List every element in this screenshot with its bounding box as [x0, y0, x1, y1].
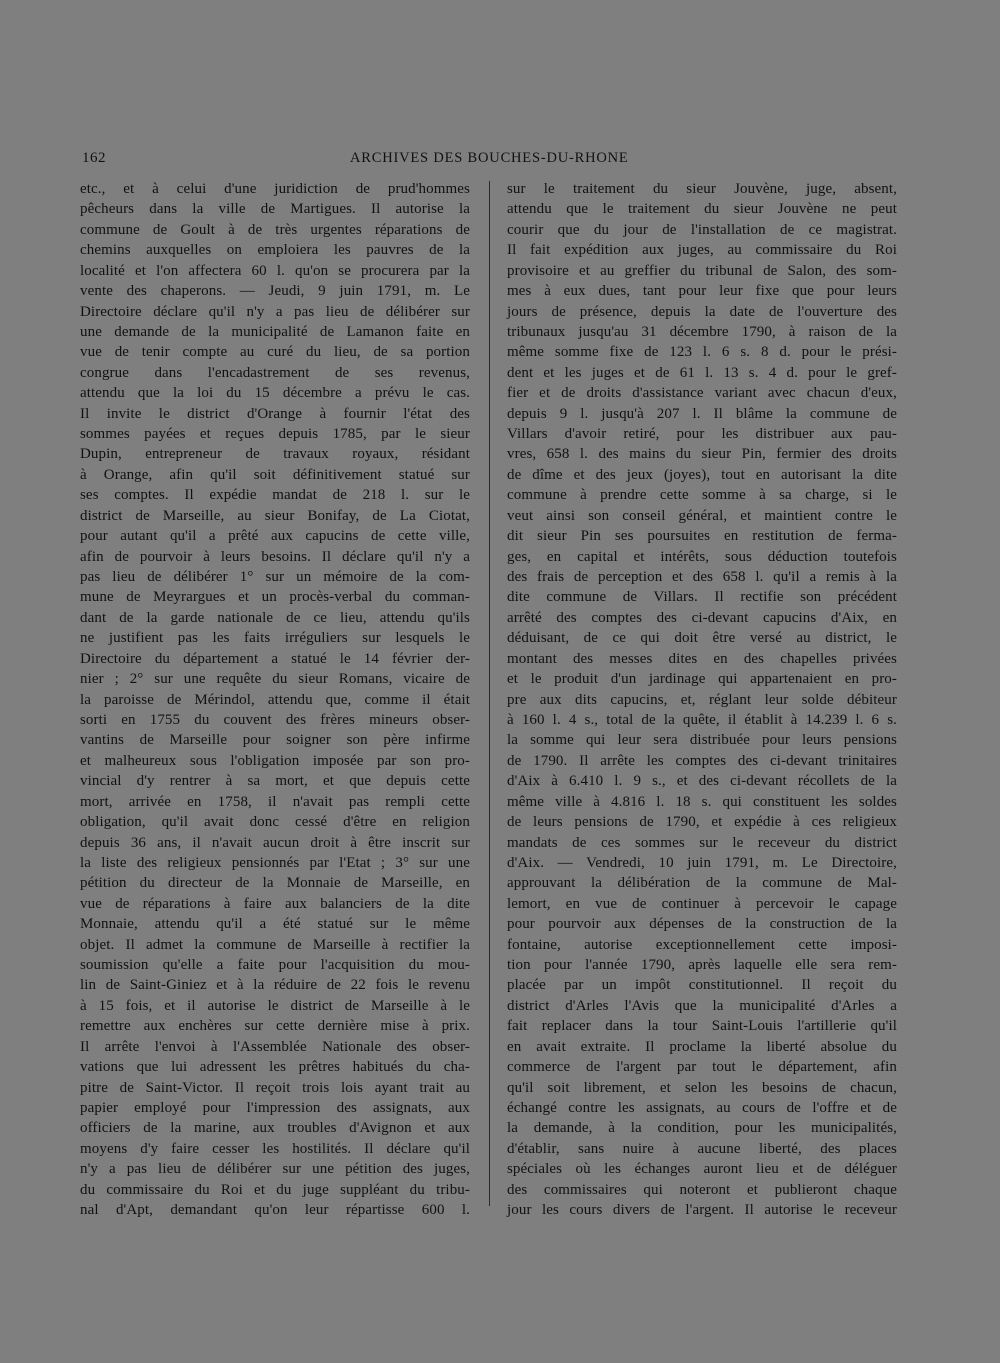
- text-line: dant de la garde nationale de ce lieu, attendu qu'ils: [80, 609, 470, 626]
- text-line: du commissaire du Roi et du juge suppléant du tribu-: [80, 1181, 470, 1198]
- text-line: mort, arrivée en 1758, il n'avait pas rempli cette: [80, 793, 470, 810]
- text-line: qu'il soit librement, et selon les besoins de chacun,: [507, 1079, 897, 1096]
- text-line: sommes payées et reçues depuis 1785, par le sieur: [80, 426, 470, 443]
- text-line: attendu que le traitement du sieur Jouvène ne peut: [507, 201, 897, 218]
- text-line: des commissaires qui noteront et publieront chaque: [507, 1181, 897, 1198]
- text-line: courir que du jour de l'installation de ce magistrat.: [507, 221, 897, 238]
- text-line: d'Aix à 6.410 l. 9 s., et des ci-devant récollets de la: [507, 773, 897, 790]
- text-line: papier employé pour l'impression des assignats, aux: [80, 1099, 470, 1116]
- text-line: jour les cours divers de l'argent. Il autorise le receveur: [507, 1202, 897, 1219]
- text-line: à Orange, afin qu'il soit définitivement statué sur: [80, 466, 470, 483]
- text-line: des frais de perception et des 658 l. qu'il a remis à la: [507, 569, 897, 586]
- text-line: montant des messes dites en des chapelles privées: [507, 650, 897, 667]
- text-line: nier ; 2° sur une requête du sieur Romans, vicaire de: [80, 671, 470, 688]
- text-line: obligation, qu'il avait donc cessé d'être en religion: [80, 814, 470, 831]
- text-line: d'établir, sans nuire à aucune liberté, des places: [507, 1140, 897, 1157]
- text-line: pêcheurs dans la ville de Martigues. Il autorise la: [80, 201, 470, 218]
- text-line: mune de Meyrargues et un procès-verbal du comman-: [80, 589, 470, 606]
- text-line: en avait extraite. Il proclame la liberté absolue du: [507, 1038, 897, 1055]
- text-line: fier et de droits d'assistance variant avec chacun d'eux,: [507, 385, 897, 402]
- text-line: déduisant, de ce qui doit être versé au district, le: [507, 630, 897, 647]
- text-line: approuvant la délibération de la commune de Mal-: [507, 875, 897, 892]
- text-line: ne justifient pas les faits irréguliers sur lesquels le: [80, 630, 470, 647]
- text-line: fait replacer dans la tour Saint-Louis l'artillerie qu'il: [507, 1018, 897, 1035]
- text-line: attendu que la loi du 15 décembre a prévu le cas.: [80, 385, 470, 402]
- text-line: localité et l'on affectera 60 l. qu'on se procurera par la: [80, 262, 470, 279]
- text-line: etc., et à celui d'une juridiction de prud'hommes: [80, 181, 470, 197]
- text-line: mandats de ces sommes sur le receveur du district: [507, 834, 897, 851]
- text-line: remettre aux enchères sur cette dernière mise à prix.: [80, 1018, 470, 1035]
- text-line: une demande de la municipalité de Lamanon faite en: [80, 323, 470, 340]
- text-line: commune de Goult à de très urgentes réparations de: [80, 221, 470, 238]
- text-column-left: [80, 179, 470, 1219]
- text-line: pas lieu de délibérer 1° sur un mémoire de la com-: [80, 569, 470, 586]
- text-line: moyens d'y faire cesser les hostilités. Il déclare qu'il: [80, 1140, 470, 1157]
- text-line: à 15 fois, et il autorise le district de Marseille à le: [80, 997, 470, 1014]
- text-line: à 160 l. 4 s., total de la quête, il établit à 14.239 l. 6 s.: [507, 711, 897, 728]
- text-line: lin de Saint-Giniez et à la réduire de 22 fois le revenu: [80, 977, 470, 994]
- text-line: depuis 36 ans, il n'avait aucun droit à être inscrit sur: [80, 834, 470, 851]
- text-line: fontaine, autorise exceptionnellement cette imposi-: [507, 936, 897, 953]
- text-line: commune à prendre cette somme à sa charge, si le: [507, 487, 897, 504]
- text-line: Villars d'avoir retiré, pour les distribuer aux pau-: [507, 426, 897, 443]
- text-line: Il fait expédition aux juges, au commissaire du Roi: [507, 242, 897, 259]
- text-line: la demande, à la condition, pour les municipalités,: [507, 1120, 897, 1137]
- text-line: vres, 658 l. des mains du sieur Pin, fermier des droits: [507, 446, 897, 463]
- text-line: vue de réparations à faire aux balanciers de la dite: [80, 895, 470, 912]
- text-line: ses comptes. Il expédie mandat de 218 l. sur le: [80, 487, 470, 504]
- text-line: sorti en 1755 du couvent des frères mineurs obser-: [80, 711, 470, 728]
- text-line: ges, en capital et intérêts, sous déduction toutefois: [507, 548, 897, 565]
- text-line: vincial d'y rentrer à sa mort, et que depuis cette: [80, 773, 470, 790]
- text-line: arrêté des comptes des ci-devant capucins d'Aix, en: [507, 609, 897, 626]
- text-line: Monnaie, attendu qu'il a été statué sur le même: [80, 916, 470, 933]
- text-line: veut ainsi son conseil général, et maintient contre le: [507, 507, 897, 524]
- text-line: même ville à 4.816 l. 18 s. qui constituent les soldes: [507, 793, 897, 810]
- text-line: pre aux dits capucins, et, réglant leur solde débiteur: [507, 691, 897, 708]
- text-line: pour pourvoir aux dépenses de la construction de la: [507, 916, 897, 933]
- text-line: pitre de Saint-Victor. Il reçoit trois lois ayant trait au: [80, 1079, 470, 1096]
- text-line: la somme qui leur sera distribuée pour leurs pensions: [507, 732, 897, 749]
- text-line: la paroisse de Mérindol, attendu que, comme il était: [80, 691, 470, 708]
- text-line: échangé contre les assignats, au cours de l'offre et de: [507, 1099, 897, 1116]
- text-line: Directoire déclare qu'il n'y a pas lieu de délibérer sur: [80, 303, 470, 320]
- text-line: district d'Arles l'Avis que la municipalité d'Arles a: [507, 997, 897, 1014]
- text-line: pour autant qu'il a prêté aux capucins de cette ville,: [80, 528, 470, 545]
- text-line: mes à eux dues, tant pour leur fixe que pour leurs: [507, 283, 897, 300]
- text-line: objet. Il admet la commune de Marseille à rectifier la: [80, 936, 470, 953]
- text-line: chemins auxquelles on emploiera les pauvres de la: [80, 242, 470, 259]
- text-line: de dîme et des jeux (joyes), tout en autorisant la dite: [507, 466, 897, 483]
- text-line: officiers de la marine, aux troubles d'Avignon et aux: [80, 1120, 470, 1137]
- text-line: même somme fixe de 123 l. 6 s. 8 d. pour le prési-: [507, 344, 897, 361]
- text-line: placée par un impôt constitutionnel. Il reçoit du: [507, 977, 897, 994]
- running-title: ARCHIVES DES BOUCHES-DU-RHONE: [350, 150, 629, 166]
- text-line: dite commune de Villars. Il rectifie son précédent: [507, 589, 897, 606]
- text-line: la liste des religieux pensionnés par l'Etat ; 3° sur une: [80, 854, 470, 871]
- text-line: commerce de l'argent par tout le département, afin: [507, 1059, 897, 1076]
- page-number: 162: [82, 150, 106, 166]
- text-line: provisoire et au greffier du tribunal de Salon, des som-: [507, 262, 897, 279]
- text-line: lemort, en vue de continuer à percevoir le capage: [507, 895, 897, 912]
- text-line: tribunaux jusqu'au 31 décembre 1790, à raison de la: [507, 323, 897, 340]
- text-column-right: [507, 179, 897, 1219]
- text-line: vantins de Marseille pour soigner son père infirme: [80, 732, 470, 749]
- text-line: afin de pourvoir à leurs besoins. Il déclare qu'il n'y a: [80, 548, 470, 565]
- text-line: spéciales où les échanges auront lieu et de déléguer: [507, 1161, 897, 1178]
- text-line: vue de tenir compte au curé du lieu, de sa portion: [80, 344, 470, 361]
- column-divider: [489, 181, 490, 1206]
- text-line: pétition du directeur de la Monnaie de Marseille, en: [80, 875, 470, 892]
- text-line: sur le traitement du sieur Jouvène, juge, absent,: [507, 181, 897, 197]
- text-line: tion pour l'année 1790, après laquelle elle sera rem-: [507, 957, 897, 974]
- text-line: nal d'Apt, demandant qu'on leur répartisse 600 l.: [80, 1202, 470, 1219]
- text-line: de 1790. Il arrête les comptes des ci-devant trinitaires: [507, 752, 897, 769]
- text-line: et le produit d'un jardinage qui appartenaient en pro-: [507, 671, 897, 688]
- text-line: Il invite le district d'Orange à fournir l'état des: [80, 405, 470, 422]
- text-line: Il arrête l'envoi à l'Assemblée Nationale des obser-: [80, 1038, 470, 1055]
- text-line: congrue dans l'encadastrement de ses revenus,: [80, 364, 470, 381]
- text-line: de leurs pensions de 1790, et expédie à ces religieux: [507, 814, 897, 831]
- text-line: jours de présence, depuis la date de l'ouverture des: [507, 303, 897, 320]
- page-header: [82, 150, 892, 170]
- text-line: vations que lui adressent les prêtres habitués du cha-: [80, 1059, 470, 1076]
- text-line: Dupin, entrepreneur de travaux royaux, résidant: [80, 446, 470, 463]
- text-line: soumission qu'elle a faite pour l'acquisition du mou-: [80, 957, 470, 974]
- text-line: d'Aix. — Vendredi, 10 juin 1791, m. Le Directoire,: [507, 854, 897, 871]
- text-line: dent et les juges et de 61 l. 13 s. 4 d. pour le gref-: [507, 364, 897, 381]
- text-line: n'y a pas lieu de délibérer sur une pétition des juges,: [80, 1161, 470, 1178]
- text-line: et malheureux sous l'obligation imposée par son pro-: [80, 752, 470, 769]
- text-line: Directoire du département a statué le 14 février der-: [80, 650, 470, 667]
- text-line: district de Marseille, au sieur Bonifay, de La Ciotat,: [80, 507, 470, 524]
- text-line: depuis 9 l. jusqu'à 207 l. Il blâme la commune de: [507, 405, 897, 422]
- text-line: dit sieur Pin ses poursuites en restitution de ferma-: [507, 528, 897, 545]
- text-line: vente des chaperons. — Jeudi, 9 juin 1791, m. Le: [80, 283, 470, 300]
